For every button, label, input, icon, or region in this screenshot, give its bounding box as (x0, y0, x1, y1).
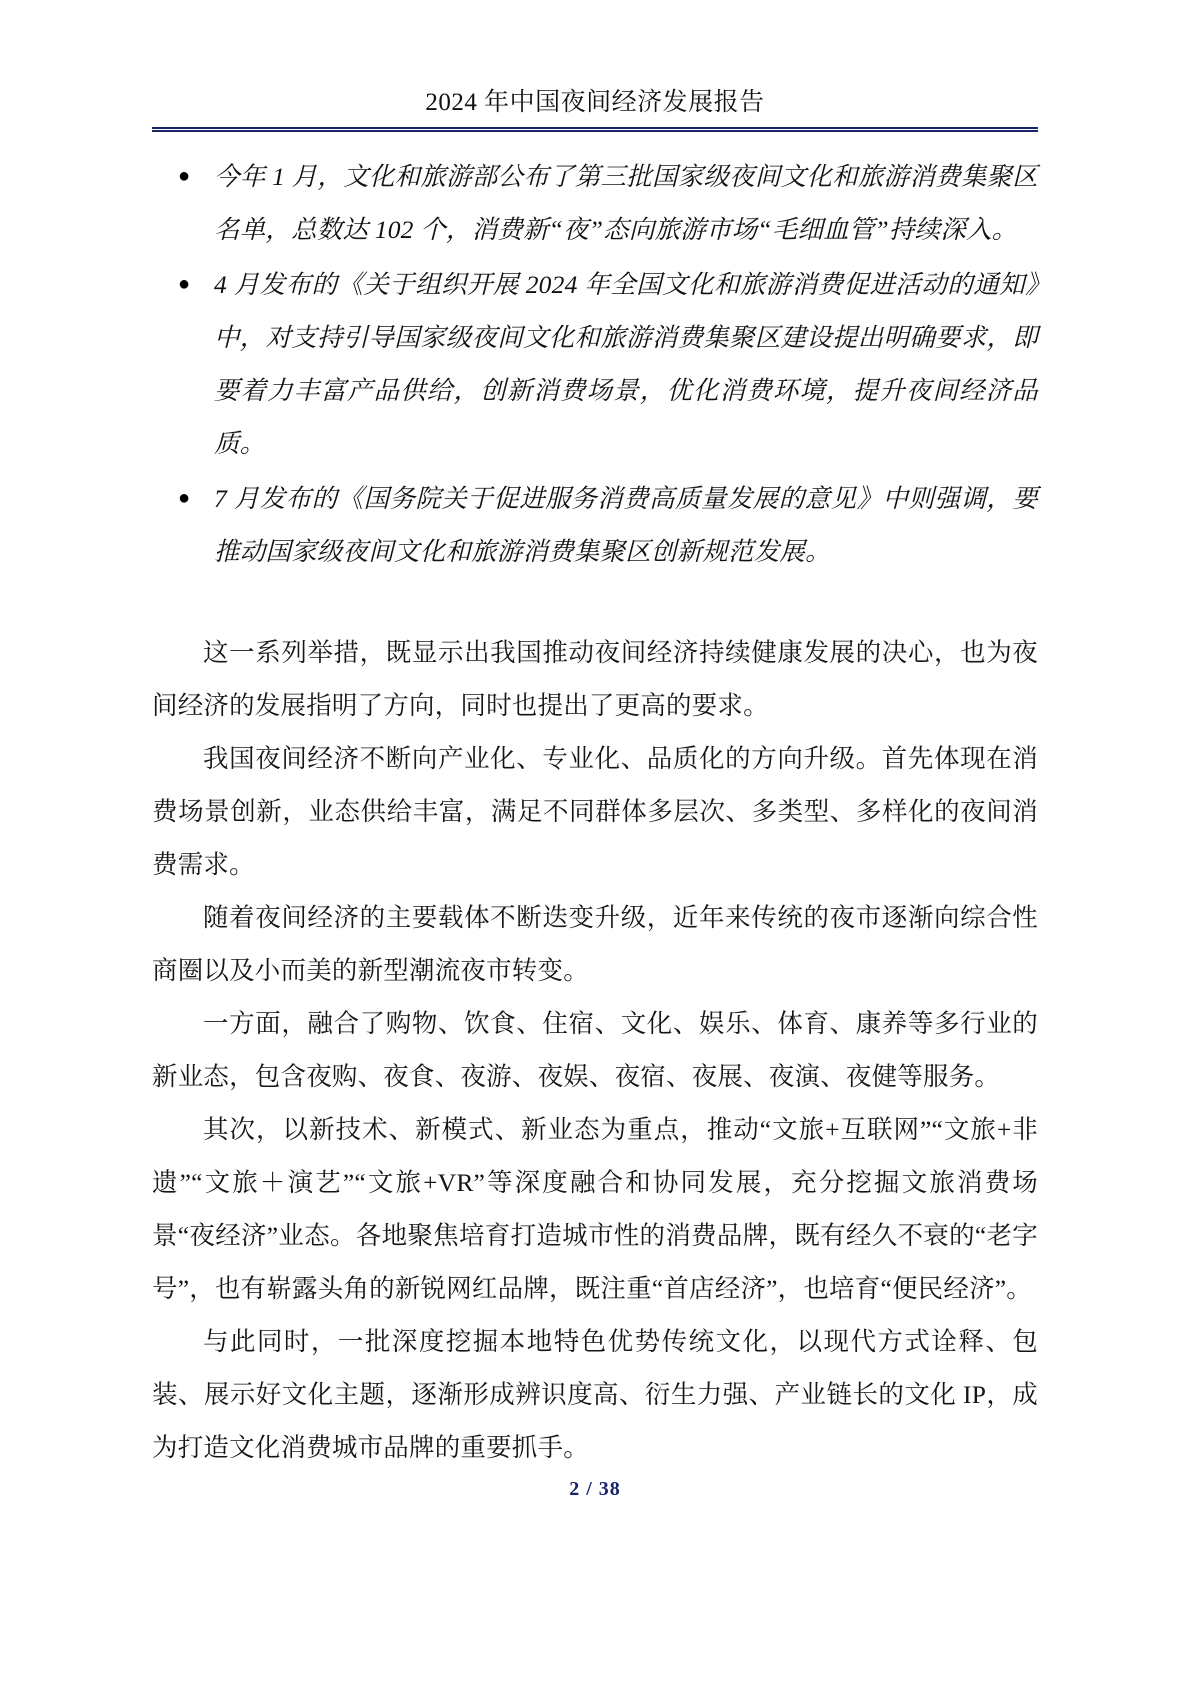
list-item-text: 今年 1 月，文化和旅游部公布了第三批国家级夜间文化和旅游消费集聚区名单，总数达 102 个，消费新“夜”态向旅游市场“毛细血管”持续深入。 (214, 162, 1038, 244)
bullet-marker-icon: ● (178, 273, 191, 295)
policy-bullet-list (152, 150, 1038, 578)
page-footer (0, 1478, 1190, 1501)
body-paragraph: 一方面，融合了购物、饮食、住宿、文化、娱乐、体育、康养等多行业的新业态，包含夜购、夜食、夜游、夜娱、夜宿、夜展、夜演、夜健等服务。 (152, 1009, 1038, 1091)
header-title: 2024 年中国夜间经济发展报告 (425, 89, 765, 116)
list-item-text: 4 月发布的《关于组织开展 2024 年全国文化和旅游消费促进活动的通知》中，对支持引导国家级夜间文化和旅游消费集聚区建设提出明确要求，即要着力丰富产品供给，创新消费场景，优化消费环境，提升夜间经济品质。 (214, 270, 1038, 458)
body-paragraph: 随着夜间经济的主要载体不断迭变升级，近年来传统的夜市逐渐向综合性商圈以及小而美的新型潮流夜市转变。 (152, 903, 1038, 985)
header-divider-rule (152, 127, 1038, 132)
body-paragraph: 这一系列举措，既显示出我国推动夜间经济持续健康发展的决心，也为夜间经济的发展指明了方向，同时也提出了更高的要求。 (152, 638, 1038, 720)
page-content (152, 150, 1038, 1474)
list-item (152, 258, 1038, 470)
body-paragraph: 其次，以新技术、新模式、新业态为重点，推动“文旅+互联网”“文旅+非遗”“文旅＋演艺”“文旅+VR”等深度融合和协同发展，充分挖掘文旅消费场景“夜经济”业态。各地聚焦培育打造城市性的消费品牌，既有经久不衰的“老字号”，也有崭露头角的新锐网红品牌，既注重“首店经济”，也培育“便民经济”。 (152, 1115, 1038, 1303)
list-item (152, 472, 1038, 578)
page-header (152, 88, 1038, 132)
list-item (152, 150, 1038, 256)
list-item-text: 7 月发布的《国务院关于促进服务消费高质量发展的意见》中则强调，要推动国家级夜间文化和旅游消费集聚区创新规范发展。 (214, 484, 1038, 566)
section-spacer (152, 580, 1038, 626)
page-number: 2 / 38 (569, 1478, 621, 1500)
bullet-marker-icon: ● (178, 487, 191, 509)
body-paragraph: 与此同时，一批深度挖掘本地特色优势传统文化，以现代方式诠释、包装、展示好文化主题，逐渐形成辨识度高、衍生力强、产业链长的文化 IP，成为打造文化消费城市品牌的重要抓手。 (152, 1327, 1038, 1462)
body-paragraph: 我国夜间经济不断向产业化、专业化、品质化的方向升级。首先体现在消费场景创新，业态供给丰富，满足不同群体多层次、多类型、多样化的夜间消费需求。 (152, 744, 1038, 879)
bullet-marker-icon: ● (178, 165, 191, 187)
